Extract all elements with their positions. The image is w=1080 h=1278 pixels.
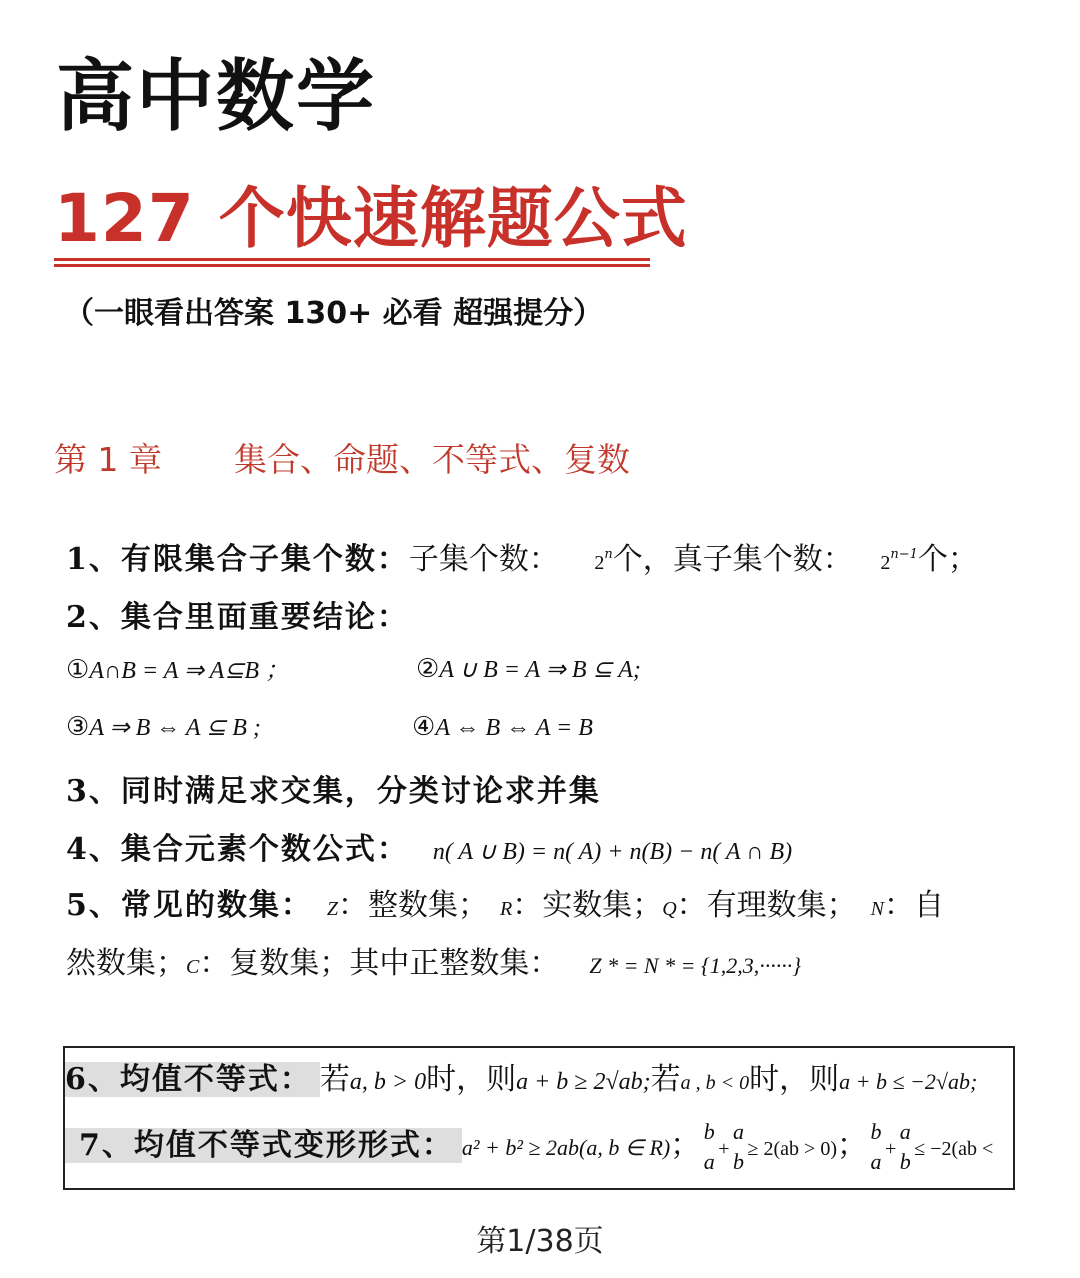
fraction-den: a [870,1149,882,1174]
item-7-sep2: ； [836,1128,867,1163]
item-4 [66,824,792,868]
item-5-continued [66,938,801,982]
plus-sign: + [718,1138,730,1160]
rule-2-marker: ② [416,654,440,684]
page-subtitle: 127 个快速解题公式 [54,180,688,257]
item-5 [66,880,944,924]
item-2-rule-2 [416,650,641,685]
fraction-a-over-b [896,1121,914,1173]
item-6-m3: a , b < 0 [680,1072,750,1094]
item-1 [66,534,978,578]
item-1-label: 1、有限集合子集个数： [66,542,409,577]
item-6-label: 6、均值不等式： [65,1062,320,1097]
set-r-symbol: R [500,898,513,920]
item-1-text-b: 个，真子集个数： [612,542,853,577]
item-7-m1: a² + b² ≥ 2ab(a, b ∈ R) [461,1135,671,1160]
item-2-rule-1 [66,650,289,686]
item-1-text-a: 子集个数： [408,542,559,577]
set-n-text: ：自 [884,888,945,923]
tagline: （一眼看出答案 130+ 必看 超强提分） [64,296,604,331]
rule-3-math: A ⇒ B ⇔ A ⊆ B ; [89,715,261,741]
fraction-num: b [870,1119,882,1144]
inequality-box [63,1046,1015,1190]
item-2-rule-3 [66,708,261,743]
set-c-symbol: C [186,956,200,978]
set-z-text: ：整数集； [338,888,488,923]
item-6-t3: 若 [650,1062,681,1097]
item-7-m2: ≥ 2(ab > 0) [747,1138,837,1160]
rule-4-marker: ④ [412,712,436,742]
fraction-num: a [733,1119,745,1144]
rule-3-marker: ③ [66,712,90,742]
item-1-math-a: 2 [594,552,605,574]
page-number: 第1/38页 [476,1224,604,1259]
set-r-text: ：实数集； [512,888,663,923]
item-7-m3: ≤ −2(ab < [914,1138,994,1160]
set-c-text: ：复数集；其中正整数集： [199,946,560,981]
rule-1-math: A∩B = A ⇒ A⊆B ； [89,658,290,684]
chapter-number: 第 1 章 [54,440,162,479]
item-6-m4: a + b ≤ −2√ab; [839,1069,978,1094]
fraction-den: a [703,1149,715,1174]
item-5-cont-text: 然数集； [66,946,186,981]
item-1-sup-a: n [604,547,613,562]
page-title: 高中数学 [56,52,377,142]
item-6-t1: 若 [319,1062,350,1097]
item-4-math: n( A ∪ B) = n( A) + n(B) − n( A ∩ B) [432,839,793,865]
item-6 [65,1054,977,1098]
fraction-b-over-a [700,1121,718,1173]
fraction-b-over-a [867,1121,885,1173]
item-1-text-c: 个； [917,542,978,577]
set-q-symbol: Q [662,898,677,920]
item-6-m2: a + b ≥ 2√ab; [516,1069,651,1095]
item-6-t4: 时，则 [749,1062,840,1097]
item-7 [65,1120,993,1173]
rule-2-math: A ∪ B = A ⇒ B ⊆ A; [439,657,641,683]
item-2-rule-4 [412,708,593,743]
rule-1-marker: ① [66,655,90,685]
fraction-num: a [899,1119,911,1144]
set-n-symbol: N [870,898,885,920]
chapter-heading [54,434,630,481]
item-3-label: 3、同时满足求交集，分类讨论求并集 [66,774,601,809]
set-z-symbol: Z [326,898,338,920]
item-7-sep1: ； [670,1128,701,1163]
item-7-label: 7、均值不等式变形形式： [65,1128,462,1163]
fraction-den: b [899,1149,911,1174]
item-5-label: 5、常见的数集： [66,888,313,923]
set-q-text: ：有理数集； [676,888,857,923]
plus-sign: + [884,1138,897,1160]
subtitle-underline [54,258,650,267]
subtitle-block [54,180,688,257]
fraction-a-over-b [730,1121,748,1173]
fraction-den: b [733,1149,745,1174]
item-1-sup-b: n−1 [890,547,918,562]
item-2-label: 2、集合里面重要结论： [66,600,409,635]
rule-4-math: A ⇔ B ⇔ A = B [435,715,593,741]
chapter-name: 集合、命题、不等式、复数 [234,440,630,479]
item-1-math-b: 2 [880,552,891,574]
fraction-num: b [703,1119,715,1144]
item-6-m1: a, b > 0 [349,1069,427,1095]
positive-integer-set: Z * = N * = {1,2,3,······} [589,953,802,978]
item-6-t2: 时，则 [426,1062,517,1097]
item-4-label: 4、集合元素个数公式： [66,832,409,867]
